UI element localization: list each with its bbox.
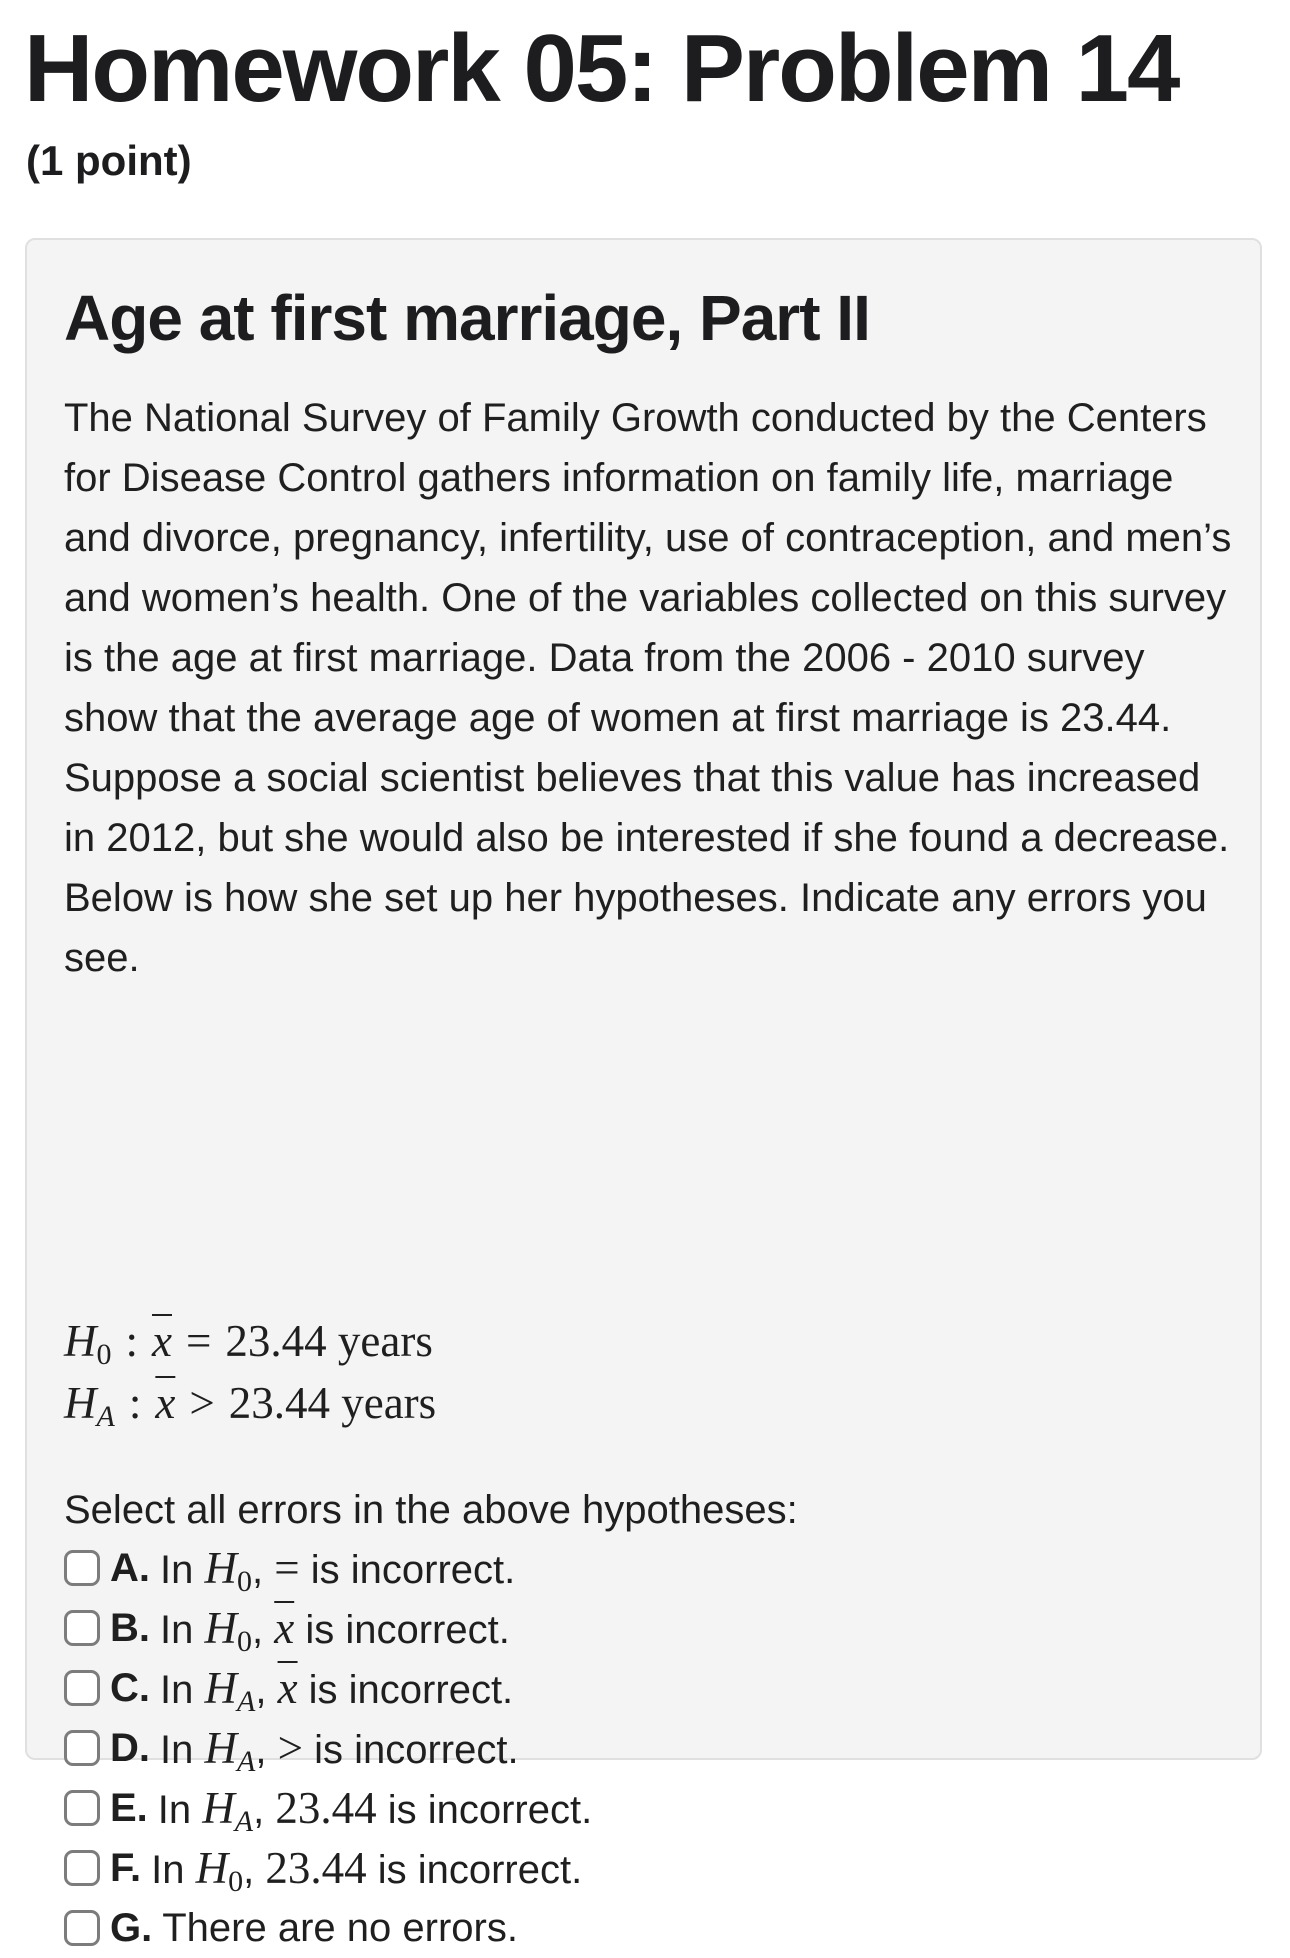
question-prompt: Select all errors in the above hypotheses:	[64, 1488, 798, 1532]
problem-description: The National Survey of Family Growth conducted by the Centers for Disease Control gathers information on family life, marriage and divorce, pregnancy, infertility, use of contraception, and men’s and women’s health. One of the variables collected on this survey is the age at first marriage. Data from the 2006 - 2010 survey show that the average age of women at first marriage is 23.44. Suppose a social scientist believes that this value has increased in 2012, but she would also be interested if she found a decrease. Below is how she set up her hypotheses. Indicate any errors you see.	[64, 396, 1232, 980]
option-g[interactable]	[64, 1898, 592, 1958]
option-c-label: In $H_A$, $\overline{x}$ is incorrect.	[160, 1663, 514, 1718]
option-letter: G.	[110, 1905, 153, 1950]
option-letter: F.	[110, 1845, 142, 1890]
problem-title: Age at first marriage, Part II	[64, 282, 870, 354]
alternative-hypothesis: $H_A$ : $\overline{x} > 23.44$ years	[64, 1378, 437, 1433]
option-f-label: In $H_0$, 23.44 is incorrect.	[151, 1843, 583, 1898]
option-letter: C.	[110, 1665, 150, 1710]
option-d[interactable]	[64, 1718, 592, 1778]
option-c[interactable]	[64, 1658, 592, 1718]
hypothesis-value: 23.44	[228, 1378, 330, 1428]
option-g-label: There are no errors.	[162, 1905, 518, 1950]
option-letter: A.	[110, 1545, 150, 1590]
option-c-checkbox[interactable]	[64, 1670, 100, 1706]
option-letter: B.	[110, 1605, 150, 1650]
hypothesis-operator: >	[189, 1378, 215, 1428]
option-a-checkbox[interactable]	[64, 1550, 100, 1586]
option-d-label: In $H_A$, > is incorrect.	[160, 1723, 519, 1778]
point-value: (1 point)	[26, 137, 192, 184]
option-e-label: In $H_A$, 23.44 is incorrect.	[157, 1783, 593, 1838]
option-letter: D.	[110, 1725, 150, 1770]
hypothesis-symbol: H	[64, 1316, 97, 1366]
option-e-checkbox[interactable]	[64, 1790, 100, 1826]
page-title: Homework 05: Problem 14	[24, 15, 1179, 122]
sample-mean-symbol: $\overline{x}$	[152, 1316, 172, 1366]
option-b-checkbox[interactable]	[64, 1610, 100, 1646]
hypothesis-operator: =	[186, 1316, 212, 1366]
hypothesis-subscript: A	[96, 1400, 115, 1433]
null-hypothesis: $H_0$ : $\overline{x} = 23.44$ years	[64, 1316, 433, 1371]
answer-options	[64, 1538, 592, 1958]
option-g-checkbox[interactable]	[64, 1910, 100, 1946]
option-a[interactable]	[64, 1538, 592, 1598]
sample-mean-symbol: $\overline{x}$	[155, 1378, 176, 1428]
option-f-checkbox[interactable]	[64, 1850, 100, 1886]
hypothesis-unit: years	[337, 1316, 433, 1366]
option-d-checkbox[interactable]	[64, 1730, 100, 1766]
option-e[interactable]	[64, 1778, 592, 1838]
option-a-label: In $H_0$, = is incorrect.	[160, 1543, 516, 1598]
hypothesis-subscript: 0	[96, 1338, 112, 1371]
option-letter: E.	[110, 1785, 148, 1830]
hypotheses-block	[64, 1310, 436, 1434]
hypothesis-unit: years	[341, 1378, 437, 1428]
option-b[interactable]	[64, 1598, 592, 1658]
hypothesis-value: 23.44	[225, 1316, 327, 1366]
option-b-label: In $H_0$, $\overline{x}$ is incorrect.	[160, 1603, 510, 1658]
option-f[interactable]	[64, 1838, 592, 1898]
problem-card	[25, 238, 1262, 1950]
hypothesis-symbol: H	[64, 1378, 97, 1428]
